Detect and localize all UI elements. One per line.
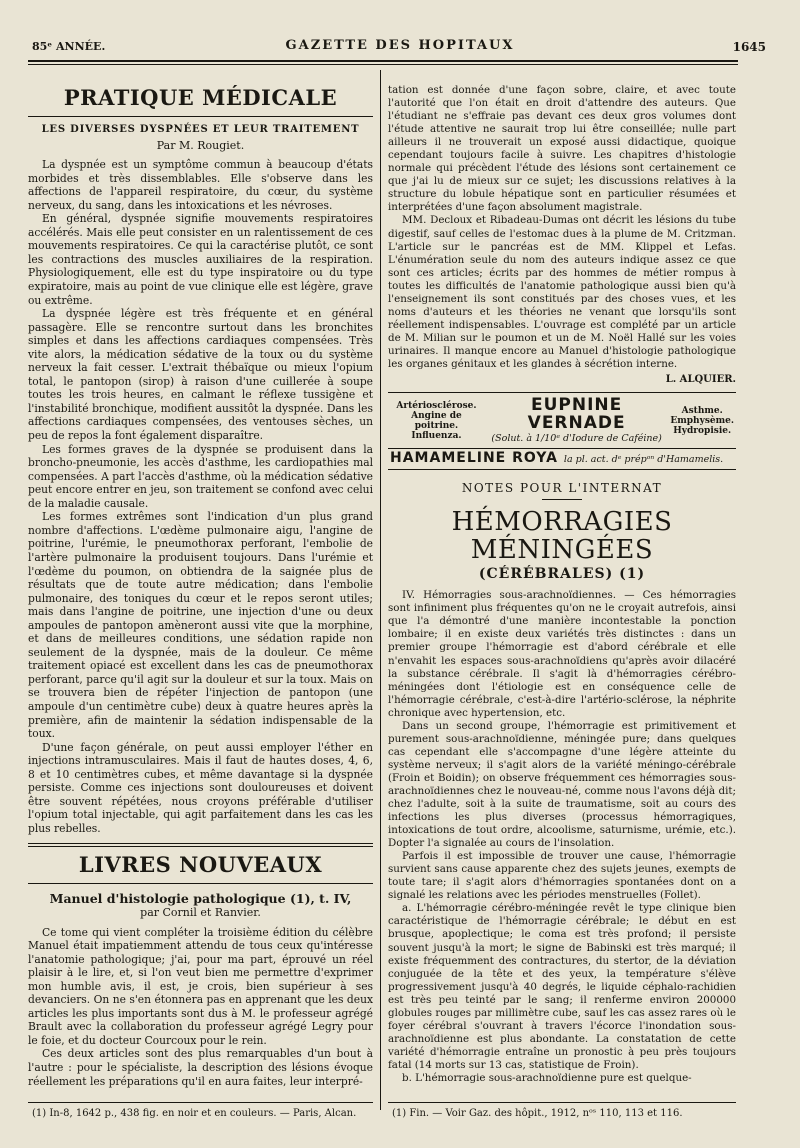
masthead-title: GAZETTE DES HOPITAUX xyxy=(285,38,515,53)
ad-left-text: Artériosclérose. Angine de poitrine. Influenza. xyxy=(396,400,477,441)
book-byline: par Cornil et Ranvier. xyxy=(140,905,261,919)
page-number: 1645 xyxy=(732,40,766,54)
paragraph: b. L'hémorragie sous-arachnoïdienne pure est quelque- xyxy=(402,1072,692,1084)
section-rule xyxy=(28,116,373,117)
advertisement-hamameline xyxy=(388,449,736,470)
paragraph: La dyspnée est un symptôme commun à beaucoup d'états morbides et très dissemblables. Elle s'observe dans les affections de l'appareil respiratoire, du cœur, du système nerveux, du sang, dans les intoxications et les névroses. xyxy=(28,158,373,212)
paragraph: La dyspnée légère est très fréquente et en général passagère. Elle se rencontre surtout dans les bronchites simples et dans les affections cardiaques compensées. Très vite alors, la médication sédative de la toux ou du système nerveux la fait cesser. L'extrait thébaïque ou mieux l'opium total, le pantopon (sirop) à raison d'une cuillerée à soupe toutes les trois heures, en calmant le réflexe tussigène et l'instabilité bronchique, modifient aussitôt la dyspnée. Dans les affections cardiaques compensées, des ventouses sèches, un peu de repos la font également disparaître. xyxy=(28,307,373,443)
signature: L. ALQUIER. xyxy=(665,374,736,386)
ad-brand: HAMAMELINE ROYA xyxy=(390,450,558,467)
paragraph: Les formes extrêmes sont l'indication d'un plus grand nombre d'affections. L'œdème pulmonaire aigu, l'angine de poitrine, l'urémie, le pneumothorax perforant, l'embolie de l'artère pulmonaire la produisent toujours. Dans l'urémie et l'œdème du poumon, on obtiendra de la saignée plus de résultats que de toute autre médication; dans l'embolie pulmonaire, des toniques du cœur et le repos seront utiles; mais dans l'angine de poitrine, une injection d'une ou deux ampoules de pantopon amèneront aussi vite que la morphine, et dans de meilleures conditions, une sédation rapide non seulement de la dyspnée, mais de la douleur. Ce même traitement opiacé est excellent dans les cas de pneumothorax perforant, parce qu'il agit sur la douleur et sur la toux. Mais on se trouvera bien de répéter l'injection de pantopon (une ampoule d'un centimètre cube) deux à quatre heures après la première, afin de maintenir la sédation indispensable de la toux. xyxy=(28,510,373,741)
ad-right-text: Asthme. Emphysème. Hydropisie. xyxy=(670,405,734,436)
short-rule xyxy=(542,499,582,500)
header-rule xyxy=(28,60,738,62)
paragraph: Parfois il est impossible de trouver une cause, l'hémorragie survient sans cause apparente chez des sujets jeunes, exempts de toute tare; il s'agit alors d'hémorragies spontanées dont on a signalé les relations avec les périodes menstruelles (Follet). xyxy=(388,850,736,902)
ad-subtitle: (Solut. à 1/10ᵉ d'Iodure de Caféine) xyxy=(491,433,662,445)
section-title: PRATIQUE MÉDICALE xyxy=(63,85,338,110)
section-divider xyxy=(28,843,373,847)
footnote-right: (1) Fin. — Voir Gaz. des hôpit., 1912, nᵒˢ 110, 113 et 116. xyxy=(392,1108,683,1119)
paragraph: IV. Hémorragies sous-arachnoïdiennes. — Ces hémorragies sont infiniment plus fréquentes qu'on ne le croyait autrefois, ainsi que l'a démontré d'une manière incontestable la ponction lombaire; il en existe deux variétés très distinctes : dans un premier groupe l'hémorragie est d'abord cérébrale et elle n'envahit les espaces sous-arachnoïdiens qu'après avoir dilacéré la substance cérébrale. Il s'agit là d'hémorragies cérébro-méningées dont l'étiologie est en conséquence celle de l'hémorragie cérébrale, c'est-à-dire l'artério-sclérose, la néphrite chronique avec hypertension, etc. xyxy=(388,589,736,719)
advertisement-eupnine xyxy=(388,392,736,449)
paragraph: Les formes graves de la dyspnée se produisent dans la broncho-pneumonie, les accès d'asthme, les cardiopathies mal compensées. A part l'accès d'asthme, où la médication sédative peut encore entrer en jeu, son traitement se confond avec celui de la maladie causale. xyxy=(28,442,373,510)
section-title: LIVRES NOUVEAUX xyxy=(78,852,323,878)
footnote-rule xyxy=(388,1102,736,1103)
year-label: 85ᵉ ANNÉE. xyxy=(32,40,106,53)
left-column xyxy=(28,84,373,1088)
paragraph: En général, dyspnée signifie mouvements respiratoires accélérés. Mais elle peut consister en un ralentissement de ces mouvements respiratoires. Ce qui la caractérise plutôt, ce sont les contractions des muscles auxiliaires de la respiration. Physiologiquement, elle est du type inspiratoire ou du type expiratoire, mais au point de vue clinique elle est légère, grave ou extrême. xyxy=(28,212,373,307)
paragraph: a. L'hémorragie cérébro-méningée revêt le type clinique bien caractéristique de l'hémorragie cérébrale; le début en est brusque, apoplectique; le coma est très profond; il persiste souvent jusqu'à la mort; le signe de Babinski est très marqué; il existe fréquemment des contractures, du stertor, de la déviation conjuguée de la tête et des yeux, la température s'élève progressivement jusqu'à 40 degrés, le liquide céphalo-rachidien est très peu teinté par le sang; il renferme environ 200000 globules rouges par millimètre cube, sauf les cas assez rares où le foyer cérébral s'ouvrant à travers l'écorce l'inondation sous-arachnoïdienne est plus abondante. La constatation de cette variété d'hémorragie entraîne un pronostic à peu près toujours fatal (14 morts sur 13 cas, statistique de Froin). xyxy=(388,902,736,1071)
section-kicker: NOTES POUR L'INTERNAT xyxy=(461,481,663,496)
article-title: LES DIVERSES DYSPNÉES ET LEUR TRAITEMENT xyxy=(41,124,360,135)
article-subtitle: (CÉRÉBRALES) (1) xyxy=(478,566,646,583)
section-rule xyxy=(28,883,373,884)
article-byline: Par M. Rougiet. xyxy=(156,138,245,152)
paragraph: tation est donnée d'une façon sobre, claire, et avec toute l'autorité que l'on était en droit d'attendre des auteurs. Que l'étudiant ne s'effraie pas devant ces deux gros volumes dont l'étude attentive ne saurait trop lui être conseillée; nulle part ailleurs il ne trouverait un exposé aussi didactique, quoique cependant toujours facile à suivre. Les chapitres d'histologie normale qui précèdent l'étude des lésions sont certainement ce que j'ai lu de mieux sur ce sujet; les discussions relatives à la structure du lobule hépatique sont en particulier résumées et interprétées d'une façon absolument magistrale. xyxy=(388,84,736,214)
footnote-left: (1) In-8, 1642 p., 438 fig. en noir et en couleurs. — Paris, Alcan. xyxy=(32,1108,357,1119)
paragraph: MM. Decloux et Ribadeau-Dumas ont décrit les lésions du tube digestif, sauf celles de l'estomac dues à la plume de M. Critzman. L'article sur le pancréas est de MM. Klippel et Lefas. L'énumération seule du nom des auteurs indique assez ce que sont ces articles; écrits par des hommes de métier rompus à toutes les difficultés de l'anatomie pathologique aussi bien qu'à l'enseignement ils sont constitués par des choses vues, et les noms d'auteurs et les théories ne venant que lorsqu'ils sont réellement indispensables. L'ouvrage est complété par un article de M. Milian sur le poumon et un de M. Noël Hallé sur les voies urinaires. Il manque encore au Manuel d'histologie pathologique les organes génitaux et les glandes à sécrétion interne. xyxy=(388,214,736,370)
column-divider xyxy=(380,70,381,1110)
article-title: HÉMORRAGIES MÉNINGÉES xyxy=(451,507,673,566)
paragraph: Dans un second groupe, l'hémorragie est primitivement et purement sous-arachnoïdienne, méningée pure; dans quelques cas cependant elle s'accompagne d'une légère atteinte du système nerveux; il s'agit alors de la variété méningo-cérébrale (Froin et Boidin); on observe fréquemment ces hémorragies sous-arachnoïdiennes chez le nouveau-né, comme nous l'avons déjà dit; chez l'adulte, soit à la suite de traumatisme, soit au cours des infections les plus diverses (processus hémorragiques, intoxications de tout ordre, alcoolisme, saturnisme, urémie, etc.). Dopter l'a signalée au cours de l'insolation. xyxy=(388,719,736,850)
ad-subtitle: la pl. act. dᵉ prépᵒⁿ d'Hamamelis. xyxy=(563,454,724,466)
paragraph: Ces deux articles sont des plus remarquables d'un bout à l'autre : pour le spécialiste, la description des lésions évoque réellement les préparations qu'il en aura faites, leur interpré- xyxy=(28,1047,373,1088)
footnote-rule xyxy=(28,1102,373,1103)
book-title: Manuel d'histologie pathologique (1), t. IV, xyxy=(49,891,352,907)
header-rule-thin xyxy=(28,64,738,65)
paragraph: Ce tome qui vient compléter la troisième édition du célèbre Manuel était impatiemment attendu de tous ceux qu'intéresse l'anatomie pathologique; j'ai, pour ma part, éprouvé un réel plaisir à le lire, et, si l'on veut bien me permettre d'exprimer mon humble avis, il est, je crois, bien supérieur à ses devanciers. On ne s'en étonnera pas en apprenant que les deux articles les plus importants sont dus à M. le professeur agrégé Brault avec la collaboration du professeur agrégé Legry pour le foie, et du docteur Courcoux pour le rein. xyxy=(28,925,373,1047)
ad-brand: EUPNINE VERNADE xyxy=(527,395,626,434)
right-column xyxy=(388,84,736,1085)
paragraph: D'une façon générale, on peut aussi employer l'éther en injections intramusculaires. Mais il faut de hautes doses, 4, 6, 8 et 10 centimètres cubes, et même davantage si la dyspnée persiste. Comme ces injections sont douloureuses et doivent être souvent répétées, nous croyons préférable d'utiliser l'opium total injectable, qui agit parfaitement dans les cas les plus rebelles. xyxy=(28,740,373,835)
